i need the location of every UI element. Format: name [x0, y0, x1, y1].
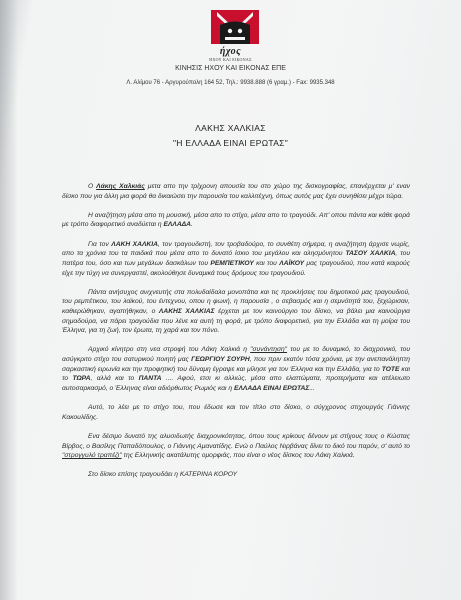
- text-run: μας τραγουδιού, που κατά καιρούς είχε την τύχη να συνεργαστεί, ακολούθησε δυναμικά τους δρόμους του τραγουδιού.: [62, 259, 410, 277]
- artist-name-emphasis: Λάκης Χαλκιάς: [96, 183, 145, 190]
- press-text: [62, 182, 410, 490]
- company-name: ΚΙΝΗΣΙΣ ΗΧΟΥ ΚΑΙ ΕΙΚΟΝΑΣ ΕΠΕ: [175, 65, 286, 72]
- paragraph-6: [62, 403, 410, 422]
- text-run: της Ελληνικής ακατάλυτης ομορφιάς, που είναι ο νέος δίσκος του Λάκη Χαλκιά.: [121, 452, 355, 460]
- paper-crease: [0, 0, 18, 600]
- text-run: Αρχικό κίνητρο στη νεα στροφή του Λάκη Χαλκιά η: [88, 346, 251, 354]
- brand-subtitle: ΗΧΟΥ ΚΑΙ ΕΙΚΟΝΑΣ: [209, 57, 252, 62]
- paragraph-1: [62, 182, 410, 201]
- artist-title: ΛΑΚΗΣ ΧΑΛΚΙΑΣ: [195, 123, 266, 133]
- text-run: Στο δίσκο επίσης τραγουδάει η: [88, 471, 180, 479]
- paragraph-5: [62, 345, 410, 393]
- text-run: του με το δυναμικό, το διαχρονικό, του ασύγκριτο στίχο του σατυρικού ποιητή μας: [62, 346, 410, 364]
- emphasis: ΕΛΛΑΔΑ: [163, 221, 191, 229]
- text-run: Ενα δέσιμο δυνατό της αλυσιδωτής διαχρονικότητας, όπου τους κρίκους δένουν με στίχους τους ο Κώστας Βίρβος, ο Βασίλης Παπαδόπουλος, ο Γιάννης Αμανατίδης. Ενώ ο Παύλος Νιρβάνας δίνει το δικό του παρόν, σ' αυτό το: [62, 433, 410, 450]
- company-logo-icon: [211, 10, 259, 44]
- company-address: Λ. Αλίμου 76 - Αργυρούπολη 164 52, Τηλ.: 9938.888 (6 γραμ.) - Fax: 9935.348: [126, 80, 335, 86]
- text-run: και του: [253, 259, 280, 267]
- emphasis: "στρογγυλό τραπέζι": [62, 452, 122, 460]
- emphasis: ΛΑΚΗΣ ΧΑΛΚΙΑΣ: [158, 308, 215, 315]
- emphasis: ΕΛΛΑΔΑ ΕΙΝΑΙ ΕΡΩΤΑΣ: [233, 384, 310, 392]
- text-run: έρχεται με τον καινούργιο του δίσκο, να βάλει μια καινούργια σημαδούρα, να πάρει τραγούδια που λένε κα αυτή τη φορά, με τρόπο διαφορετικό, για την Ελλάδα και τη μοίρα του Έλληνα, για τη ζωή, τον έρωτα, τη χαρά και τον πόνο.: [62, 308, 410, 335]
- emphasis: ΛΑΪΚΟΥ: [279, 259, 305, 267]
- text-run: και το: [62, 365, 410, 383]
- paragraph-8: [62, 470, 410, 480]
- emphasis: ΓΕΩΡΓΙΟΥ ΣΟΥΡΗ: [191, 356, 250, 364]
- paragraph-4: [62, 288, 410, 336]
- emphasis: ΠΑΝΤΑ: [138, 375, 162, 383]
- emphasis: ΤΩΡΑ: [72, 375, 91, 383]
- text-run: Η αναζήτηση μέσα απο τη μουσική, μέσα απο το στίχο, μέσα απο το τραγούδι. Απ' οπου πάντα και κάθε φορά με τρόπο διαφορετικό αναδύεται η: [62, 211, 410, 229]
- text-run: , αλλά και το: [90, 375, 139, 383]
- emphasis: ΤΟΤΕ: [381, 365, 400, 373]
- text-run: , που πριν εκατόν τόσα χρόνια, με την ανεπανάληπτη σαρκαστική ειρωνία και την προφητική του δύναμη έγραψε και μίλησε για τον Έλληνα και την Ελλάδα, για το: [62, 356, 410, 373]
- text-run: Για τον: [88, 240, 112, 248]
- emphasis: ΚΑΤΕΡΙΝΑ ΚΟΡΟΥ: [179, 471, 238, 479]
- emphasis: ΤΑΣΟΥ ΧΑΛΚΙΑ: [345, 250, 396, 258]
- paragraph-7: [62, 432, 410, 461]
- emphasis: ΡΕΜΠΕΤΙΚΟΥ: [210, 259, 254, 267]
- album-title: "Η ΕΛΛΑΔΑ ΕΙΝΑΙ ΕΡΩΤΑΣ": [172, 138, 289, 148]
- text-run: Αυτό, το λέει με το στίχο του, που έδωσε και τον τίτλο στο δίσκο, ο σύγχρονος στιχουργός Γιάννης Κακουλίδης.: [62, 404, 410, 421]
- text-run: .... Αφού, ετσι κι αλλιώς, μέσα απο ελαττώματα, προτερήματα και ατέλειωτο αυτοσαρκασμό, ο Έλληνας είναι αδιόρθωτος Ρωμιός και η: [62, 375, 411, 392]
- paragraph-3: [62, 240, 410, 278]
- brand-name: ήχος: [219, 46, 242, 57]
- text-run: , του πατέρα του, όσο και των μεγάλων δασκάλων του: [62, 250, 410, 267]
- paragraph-2: [62, 211, 410, 230]
- text-run: Πάντα ανήσυχος ανιχνευτής στα πολυδαίδαλα μονοπάτια και τις προκλήσεις του δημοτικού μας τραγουδιού, του ρεμπέτικου, του λαϊκού, του έντεχνου, οπου η φωνή, η παρουσία , ο σεβασμός και η σεμνότητά του, ξεχώρισαν, καθιερώθηκαν, αγαπήθηκαν, ο: [62, 288, 410, 315]
- text-run: , τον τραγουδιστή, τον τροβαδούρο, το συνθέτη σήμερα, η αναζήτηση άρχισε νωρίς, απο τα χρόνια του τα παιδικά που μέσα απο το δυνατό ίσκιο του μεγάλου και αλησμόνητου: [62, 240, 410, 258]
- text-run: ...: [309, 384, 315, 392]
- emphasis: ΛΑΚΗ ΧΑΛΚΙΑ: [111, 240, 158, 248]
- text-run: Ο: [88, 183, 97, 190]
- text-run: .: [191, 221, 193, 229]
- text-run: μετα απο την τρίχρονη απουσία του στο χώρο της δισκογραφίας, επανέρχεται μ' εναν δίσκο που για άλλη μια φορά θα δικαιώσει την παρουσία του καλλιτέχνη, όπως αυτός μας έχει συνηθίσει μέχρι τώρα.: [62, 183, 410, 200]
- emphasis: "συνάντηση": [250, 346, 288, 354]
